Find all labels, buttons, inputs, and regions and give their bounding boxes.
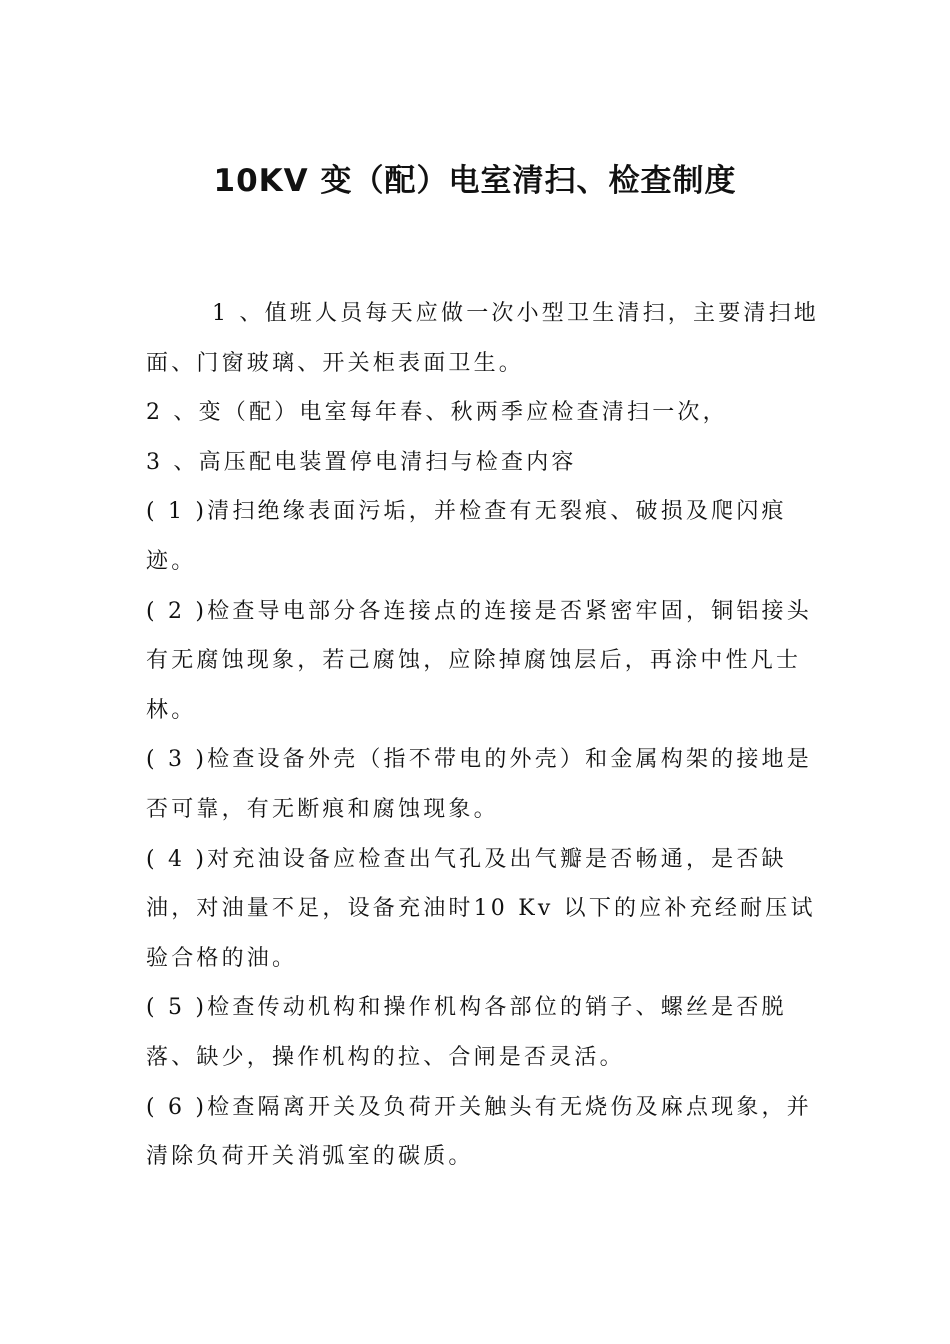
- paragraph-subitem-3: ( 3 )检查设备外壳（指不带电的外壳）和金属构架的接地是否可靠，有无断痕和腐蚀现象。: [146, 747, 812, 822]
- document-title: 10KV 变（配）电室清扫、检查制度: [213, 163, 737, 199]
- paragraph-subitem-4: ( 4 )对充油设备应检查出气孔及出气瓣是否畅通，是否缺油，对油量不足，设备充油时10 Kv 以下的应补充经耐压试验合格的油。: [146, 846, 816, 971]
- paragraph-item-3: 3 、高压配电装置停电清扫与检查内容: [146, 449, 577, 475]
- paragraph-subitem-1: ( 1 )清扫绝缘表面污垢，并检查有无裂痕、破损及爬闪痕迹。: [146, 499, 787, 574]
- paragraph-item-2: 2 、变（配）电室每年春、秋两季应检查清扫一次，: [146, 400, 728, 426]
- paragraph-subitem-2: ( 2 )检查导电部分各连接点的连接是否紧密牢固，铜铝接头有无腐蚀现象，若己腐蚀，应除掉腐蚀层后，再涂中性凡士林。: [146, 598, 812, 723]
- document-body: [146, 289, 826, 1182]
- paragraph-subitem-6: ( 6 )检查隔离开关及负荷开关触头有无烧伤及麻点现象，并清除负荷开关消弧室的碳质。: [146, 1094, 812, 1170]
- paragraph-subitem-5: ( 5 )检查传动机构和操作机构各部位的销子、螺丝是否脱落、缺少，操作机构的拉、合闸是否灵活。: [146, 995, 787, 1070]
- paragraph-item-1: 1 、值班人员每天应做一次小型卫生清扫，主要清扫地面、门窗玻璃、开关柜表面卫生。: [146, 301, 819, 376]
